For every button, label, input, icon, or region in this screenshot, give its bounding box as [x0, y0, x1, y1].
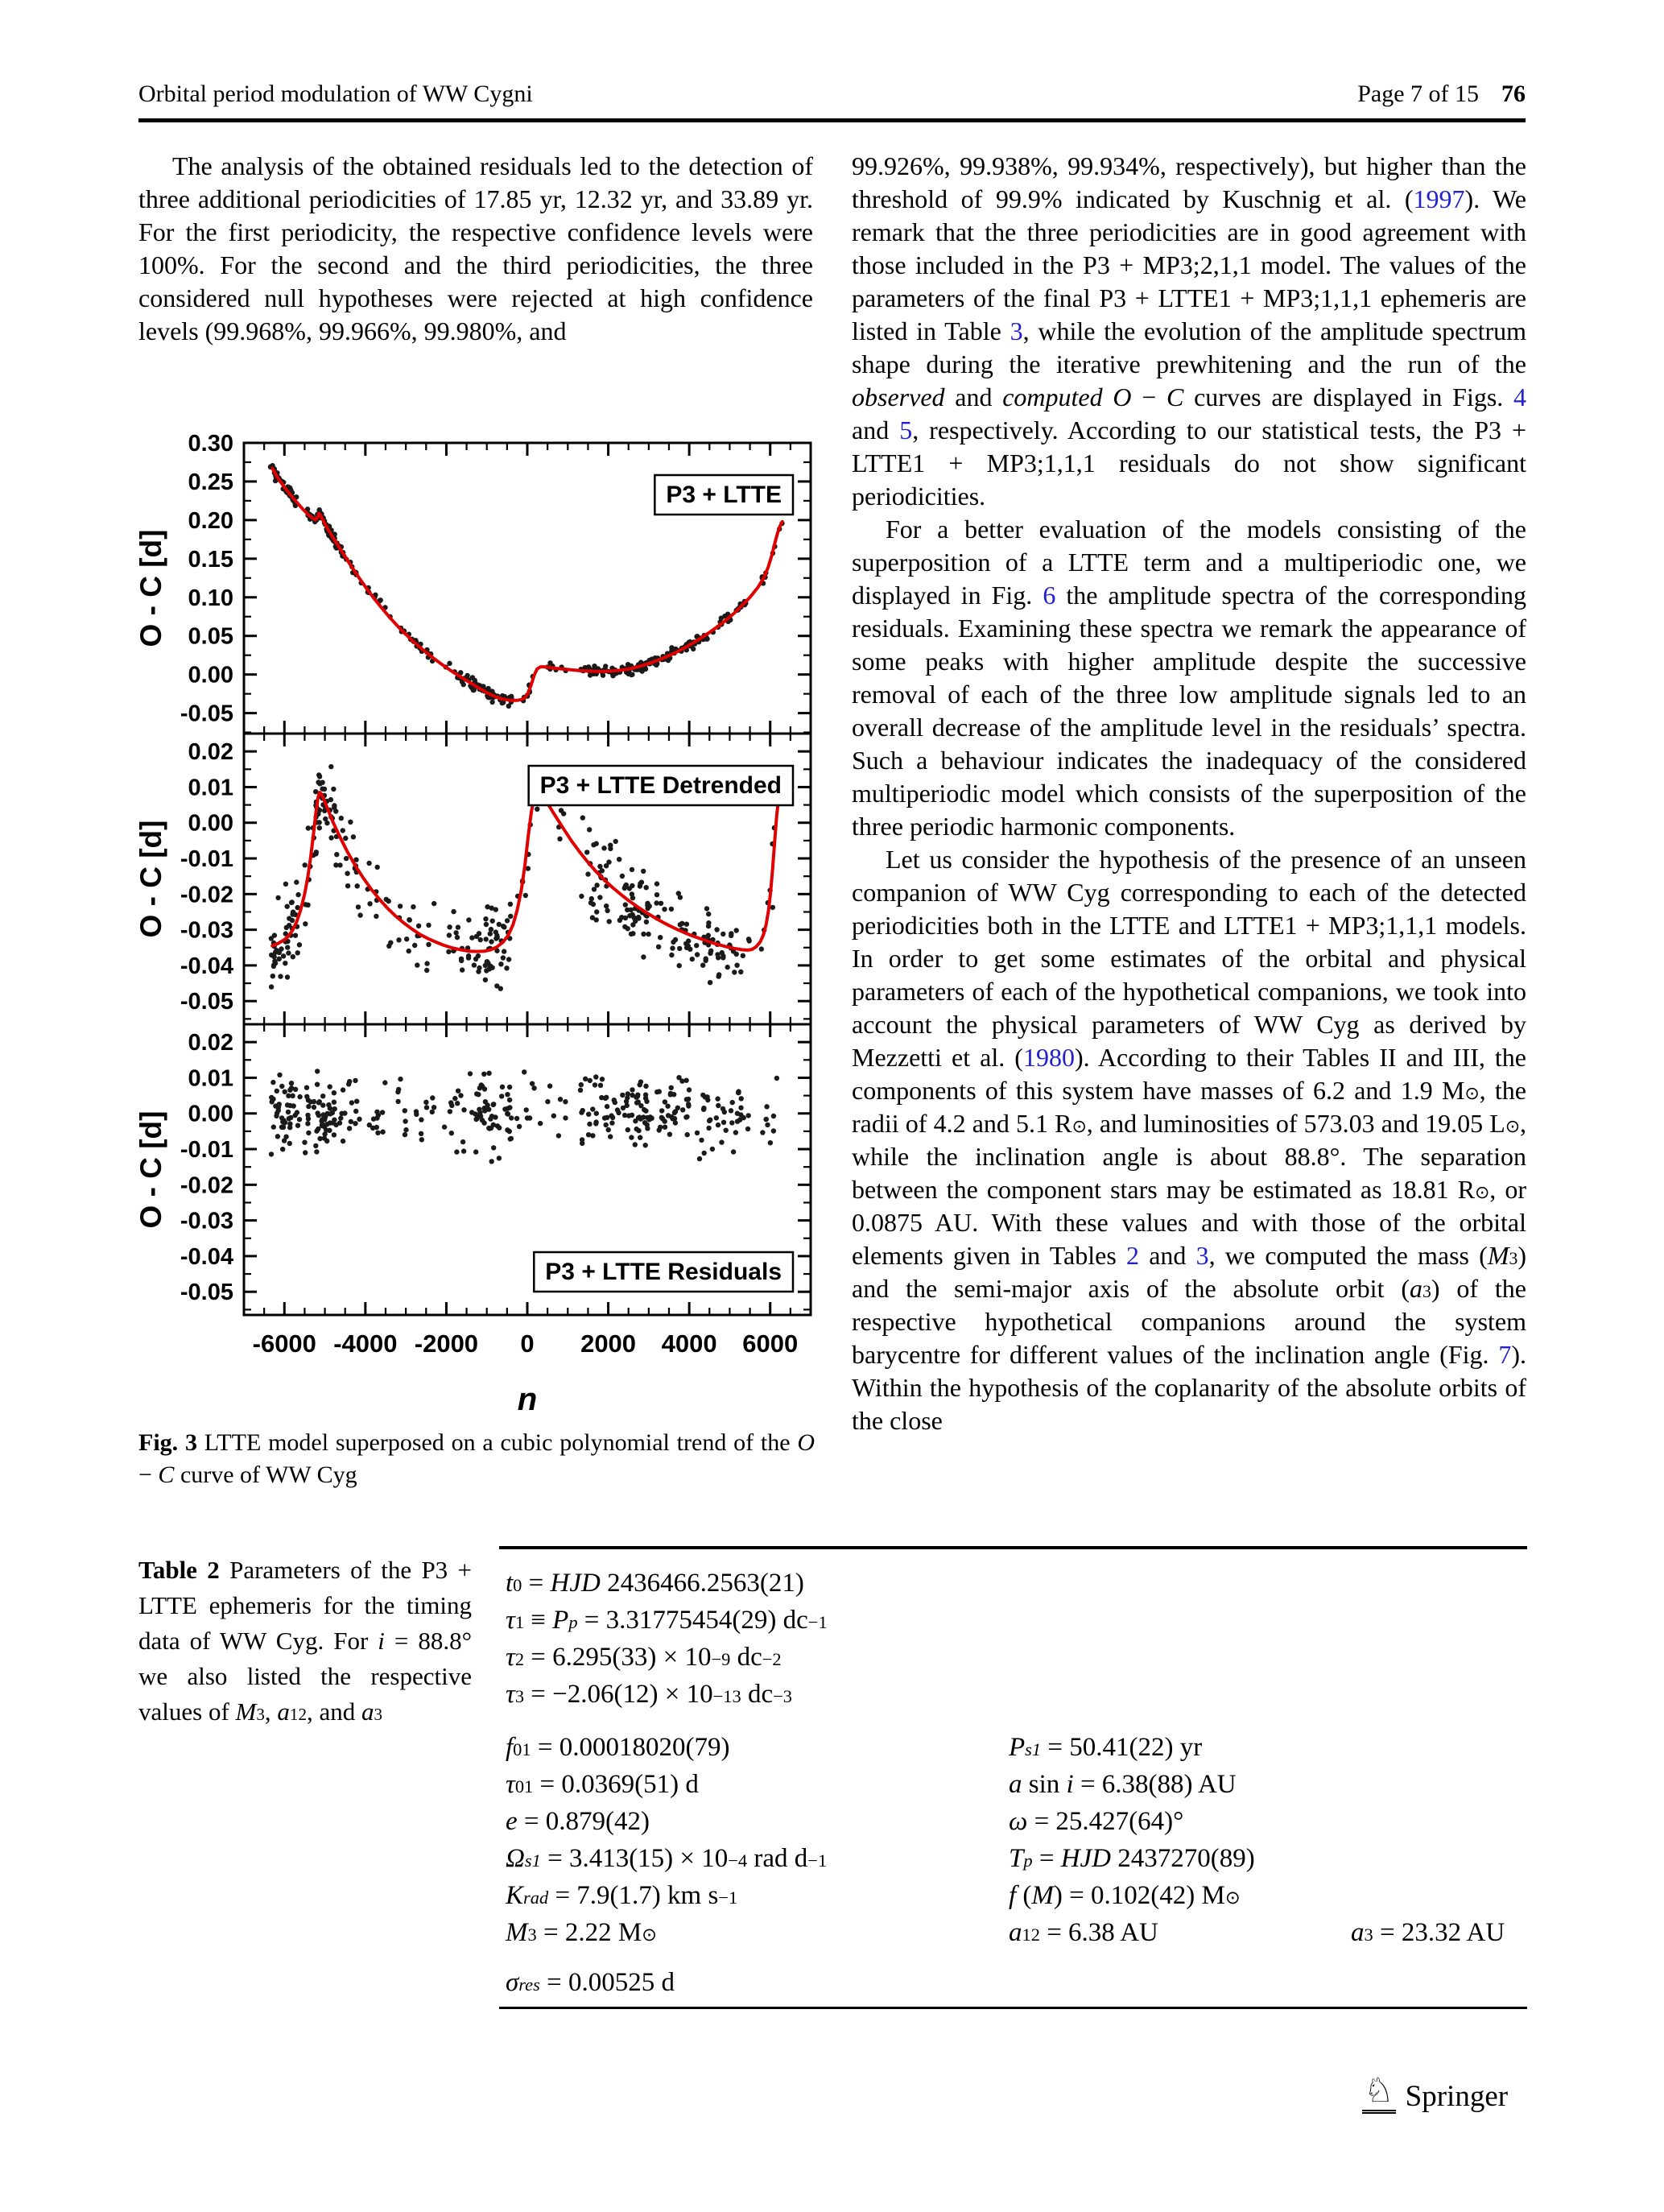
citation-link[interactable]: 7	[1498, 1340, 1512, 1369]
page-header	[138, 81, 1526, 108]
svg-text:O - C [d]: O - C [d]	[134, 820, 167, 938]
svg-text:4000: 4000	[661, 1329, 717, 1358]
running-title: Orbital period modulation of WW Cygni	[138, 81, 533, 107]
right-column	[852, 150, 1526, 1437]
svg-text:P3 + LTTE: P3 + LTTE	[666, 482, 782, 508]
page-of-label: Page 7 of 15	[1357, 81, 1479, 107]
publisher-footer	[1362, 2074, 1508, 2114]
table-row: Tp = HJD 2437270(89)	[1009, 1844, 1255, 1873]
svg-text:0.20: 0.20	[188, 507, 233, 534]
svg-text:0.10: 0.10	[188, 585, 233, 611]
svg-text:-2000: -2000	[414, 1329, 479, 1358]
table-row: τ01 = 0.0369(51) d	[506, 1770, 699, 1799]
table2-caption: Table 2 Parameters of the P3 + LTTE ephemeris for the timing data of WW Cyg. For i = 88.8° we also listed the respective values of M3, a12, and a3	[138, 1556, 472, 1726]
table-row: M3 = 2.22 M⊙	[506, 1918, 657, 1947]
table-row: e = 0.879(42)	[506, 1807, 650, 1836]
svg-text:-6000: -6000	[252, 1329, 316, 1358]
citation-link[interactable]: 2	[1126, 1241, 1139, 1270]
svg-text:-0.05: -0.05	[180, 1280, 233, 1306]
svg-text:0.00: 0.00	[188, 1101, 233, 1127]
publisher-name: Springer	[1405, 2080, 1509, 2113]
page-info	[1357, 81, 1526, 108]
svg-text:-0.03: -0.03	[180, 1208, 233, 1234]
svg-text:0.01: 0.01	[188, 1065, 233, 1092]
svg-text:0.01: 0.01	[188, 775, 233, 801]
svg-text:0.30: 0.30	[188, 431, 233, 457]
svg-text:-0.05: -0.05	[180, 989, 233, 1015]
table2-column-2	[1009, 1729, 1255, 1951]
citation-link[interactable]: 6	[1043, 581, 1056, 610]
table-row: f01 = 0.00018020(79)	[506, 1733, 730, 1762]
svg-text:0.15: 0.15	[188, 546, 233, 573]
citation-link[interactable]: 1980	[1022, 1043, 1075, 1072]
table-row: $\Omega s1 = 3.413(15) \times 10^{-4}$ rad $d^{-1}$	[506, 1844, 828, 1873]
table-row: σres = 0.00525 d	[506, 1968, 675, 1997]
table-row: Krad = 7.9(1.7) km $s^{-1}$	[506, 1881, 738, 1910]
svg-text:0.25: 0.25	[188, 469, 233, 495]
svg-text:0.02: 0.02	[188, 1030, 233, 1056]
table2-column-3	[1351, 1914, 1505, 1951]
left-column	[138, 150, 813, 348]
springer-knight-icon: ♘	[1362, 2074, 1396, 2114]
body-paragraph: 99.926%, 99.938%, 99.934%, respectively), but higher than the threshold of 99.9% indicated by Kuschnig et al. (1997). We remark that the three periodicities are in good agreement with those included in the P3 + MP3;2,1,1 model. The values of the parameters of the final P3 + LTTE1 + MP3;1,1,1 ephemeris are listed in Table 3, while the evolution of the amplitude spectrum shape during the iterative prewhitening and the run of the observed and computed O − C curves are displayed in Figs. 4 and 5, respectively. According to our statistical tests, the P3 + LTTE1 + MP3;1,1,1 residuals do not show significant periodicities.	[852, 151, 1527, 511]
svg-text:0.02: 0.02	[188, 739, 233, 766]
table-row: t0 = HJD 2436466.2563(21)	[506, 1569, 804, 1598]
body-paragraph: Let us consider the hypothesis of the presence of an unseen companion of WW Cyg corresponding to each of the detected periodicities both in the LTTE and LTTE1 + MP3;1,1,1 models. In order to get some estimates of the orbital and physical parameters of each of the hypothetical companions, we took into account the physical parameters of WW Cyg as derived by Mezzetti et al. (1980). According to their Tables II and III, the components of this system have masses of 6.2 and 1.9 M⊙, the radii of 4.2 and 5.1 R⊙, and luminosities of 573.03 and 19.05 L⊙, while the inclination angle is about 88.8°. The separation between the component stars may be estimated as 18.81 R⊙, or 0.0875 AU. With these values and with those of the orbital elements given in Tables 2 and 3, we computed the mass (M3) and the semi-major axis of the absolute orbit (a3) of the respective hypothetical companions around the system barycentre for different values of the inclination angle (Fig. 7). Within the hypothesis of the coplanarity of the absolute orbits of the close	[852, 845, 1527, 1435]
svg-text:-0.04: -0.04	[180, 953, 233, 979]
figure3-plot	[129, 401, 813, 1440]
table-row: $\tau 3 = -2.06(12) \times 10^{-13}$ $dc^{-3}$	[506, 1680, 792, 1709]
svg-text:0: 0	[520, 1329, 535, 1358]
header-rule	[138, 118, 1526, 122]
svg-text:-4000: -4000	[333, 1329, 398, 1358]
svg-text:2000: 2000	[580, 1329, 637, 1358]
table2-column-1	[506, 1565, 828, 2001]
table-row: a sin i = 6.38(88) AU	[1009, 1770, 1237, 1799]
table-row: ω = 25.427(64)°	[1009, 1807, 1184, 1836]
svg-text:-0.02: -0.02	[180, 1172, 233, 1199]
citation-link[interactable]: 3	[1010, 316, 1023, 345]
svg-text:n: n	[517, 1382, 538, 1417]
body-paragraph: For a better evaluation of the models consisting of the superposition of a LTTE term and a multiperiodic one, we displayed in Fig. 6 the amplitude spectra of the corresponding residuals. Examining these spectra we remark the appearance of some peaks with higher amplitude despite the successive removal of each of the three low amplitude signals led to an overall decrease of the amplitude level in the residuals’ spectra. Such a behaviour indicates the inadequacy of the considered multiperiodic model which consists of the superposition of the three periodic harmonic components.	[852, 515, 1527, 841]
table-row: τ1 ≡ Pp = 3.31775454(29) $dc^{-1}$	[506, 1606, 828, 1635]
svg-text:-0.05: -0.05	[180, 701, 233, 727]
figure3-caption: Fig. 3 LTTE model superposed on a cubic polynomial trend of the O − C curve of WW Cyg	[138, 1429, 815, 1488]
citation-link[interactable]: 5	[899, 416, 913, 444]
table-row: a12 = 6.38 AU	[1009, 1918, 1158, 1947]
body-paragraph: The analysis of the obtained residuals led to the detection of three additional periodicities of 17.85 yr, 12.32 yr, and 33.89 yr. For the first periodicity, the respective confidence levels were 100%. For the second and the third periodicities, the three considered null hypotheses were rejected at high confidence levels (99.968%, 99.966%, 99.980%, and	[138, 151, 813, 345]
table-row: a3 = 23.32 AU	[1351, 1918, 1505, 1947]
table2-top-rule	[499, 1546, 1527, 1549]
citation-link[interactable]: 1997	[1413, 184, 1465, 213]
citation-link[interactable]: 3	[1195, 1241, 1209, 1270]
article-number: 76	[1501, 81, 1526, 107]
citation-link[interactable]: 4	[1513, 382, 1527, 411]
table-row: $\tau 2 = 6.295(33) \times 10^{-9}$ $dc^{-2}$	[506, 1643, 782, 1672]
table2-bottom-rule	[499, 2007, 1527, 2009]
svg-text:-0.04: -0.04	[180, 1243, 233, 1270]
svg-text:P3 + LTTE Detrended: P3 + LTTE Detrended	[539, 772, 782, 799]
table-row: Ps1 = 50.41(22) yr	[1009, 1733, 1203, 1762]
svg-text:0.05: 0.05	[188, 623, 233, 650]
svg-text:O - C [d]: O - C [d]	[134, 1110, 167, 1229]
svg-text:P3 + LTTE Residuals: P3 + LTTE Residuals	[545, 1259, 782, 1285]
svg-text:-0.02: -0.02	[180, 882, 233, 908]
svg-text:-0.01: -0.01	[180, 1137, 233, 1164]
table-row: f (M) = 0.102(42) M⊙	[1009, 1881, 1241, 1910]
svg-text:0.00: 0.00	[188, 810, 233, 837]
svg-text:-0.01: -0.01	[180, 846, 233, 873]
svg-text:O - C [d]: O - C [d]	[134, 529, 167, 647]
svg-text:-0.03: -0.03	[180, 917, 233, 944]
svg-text:6000: 6000	[742, 1329, 799, 1358]
svg-text:0.00: 0.00	[188, 662, 233, 688]
